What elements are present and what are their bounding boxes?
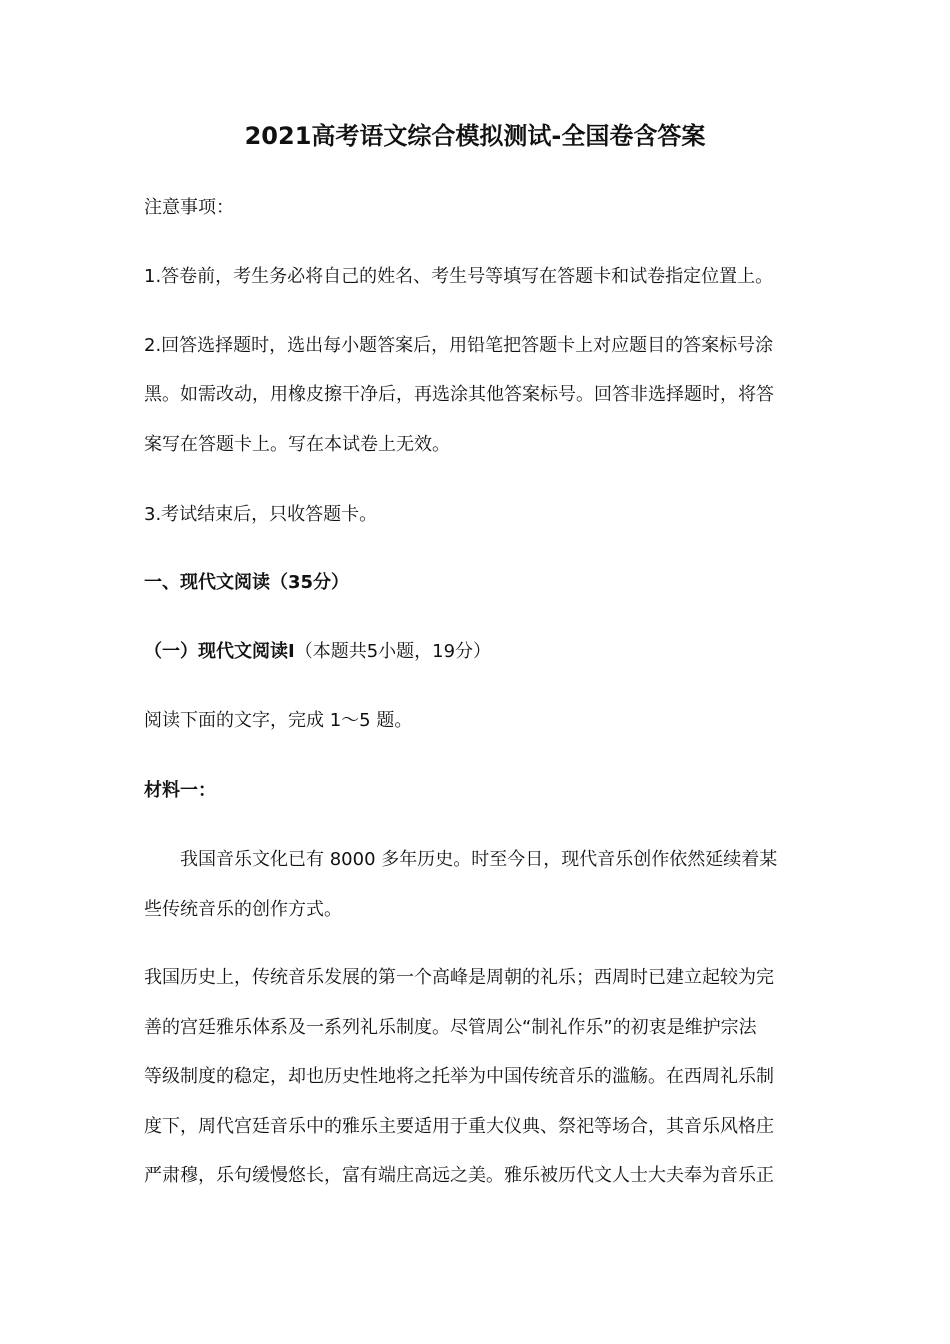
paragraph-2-line-5: 严肃穆，乐句缓慢悠长，富有端庄高远之美。雅乐被历代文人士大夫奉为音乐正 (144, 1165, 774, 1186)
document-title: 2021高考语文综合模拟测试-全国卷含答案 (244, 122, 706, 150)
subsection-heading-note: （本题共5小题，19分） (294, 641, 492, 662)
paragraph-2-line-2: 善的宫廷雅乐体系及一系列礼乐制度。尽管周公“制礼作乐”的初衷是维护宗法 (144, 1017, 757, 1038)
paragraph-2-line-1: 我国历史上，传统音乐发展的第一个高峰是周朝的礼乐；西周时已建立起较为完 (144, 967, 774, 988)
notice-item-2-line-2: 黑。如需改动，用橡皮擦干净后，再选涂其他答案标号。回答非选择题时，将答 (144, 384, 774, 405)
notice-item-3: 3.考试结束后，只收答题卡。 (144, 504, 378, 525)
section-heading: 一、现代文阅读（35分） (144, 572, 350, 593)
paragraph-2-line-3: 等级制度的稳定，却也历史性地将之托举为中国传统音乐的滥觞。在西周礼乐制 (144, 1066, 774, 1087)
paragraph-1-line-1: 我国音乐文化已有 8000 多年历史。时至今日，现代音乐创作依然延续着某 (180, 849, 778, 870)
notice-item-1: 1.答卷前，考生务必将自己的姓名、考生号等填写在答题卡和试卷指定位置上。 (144, 266, 774, 287)
subsection-heading (144, 638, 812, 666)
material-heading: 材料一： (144, 780, 216, 801)
notice-item-2-line-3: 案写在答题卡上。写在本试卷上无效。 (144, 434, 450, 455)
notice-item-2-line-1: 2.回答选择题时，选出每小题答案后，用铅笔把答题卡上对应题目的答案标号涂 (144, 335, 774, 356)
paragraph-1-line-2: 些传统音乐的创作方式。 (144, 899, 342, 920)
paragraph-2-line-4: 度下，周代宫廷音乐中的雅乐主要适用于重大仪典、祭祀等场合，其音乐风格庄 (144, 1116, 774, 1137)
notice-heading: 注意事项： (144, 197, 234, 218)
reading-instruction: 阅读下面的文字，完成 1～5 题。 (144, 710, 413, 731)
subsection-heading-title: （一）现代文阅读Ⅰ (144, 641, 295, 662)
